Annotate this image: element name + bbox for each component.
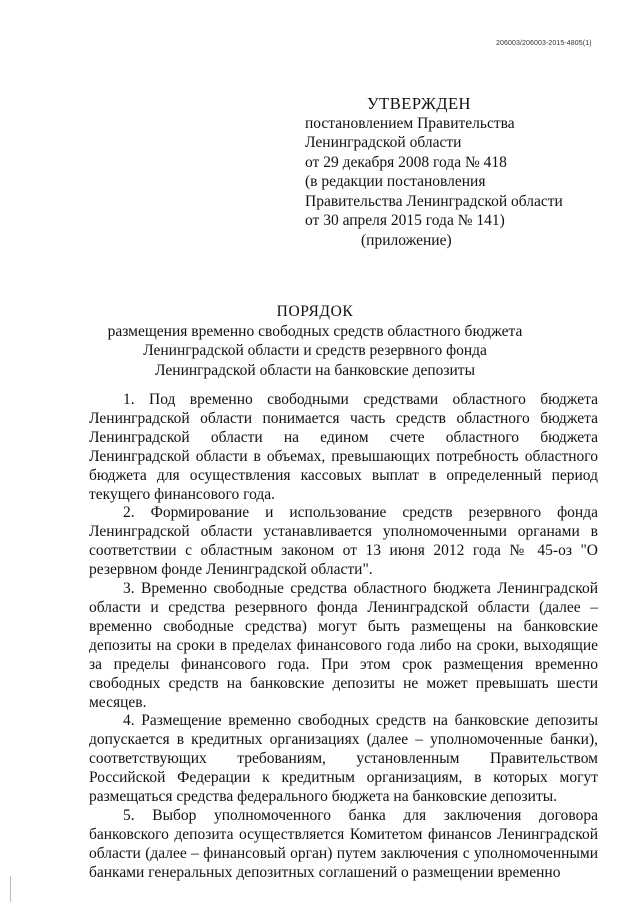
paragraph-1: 1. Под временно свободными средствами областного бюджета Ленинградской области понимается часть средств областного бюджета Ленинградской области на едином счете областного бюджета Ленинградской области в объемах, превышающих потребность областного бюджета для осуществления кассовых выплат в определенный период текущего финансового года. bbox=[89, 391, 598, 503]
title-heading: ПОРЯДОК bbox=[276, 303, 354, 320]
paragraph-3: 3. Временно свободные средства областного бюджета Ленинградской области и средства резервного фонда Ленинградской области (далее – временно свободные средства) могут быть размещены на банковские депозиты на сроки в пределах финансового года либо на сроки, выходящие за пределы финансового года. При этом срок размещения временно свободных средств на банковские депозиты не может превышать шести месяцев. bbox=[89, 580, 598, 711]
approval-line: (в редакции постановления bbox=[305, 173, 486, 190]
title-subtitle-line: Ленинградской области на банковские депозиты bbox=[155, 361, 475, 379]
paragraph-5: 5. Выбор уполномоченного банка для заключения договора банковского депозита осуществляется Комитетом финансов Ленинградской области (далее – финансовый орган) путем заключения с уполномоченными банками генеральных депозитных соглашений о размещении временно bbox=[89, 806, 598, 881]
approval-line: Ленинградской области bbox=[305, 134, 462, 151]
approval-line: постановлением Правительства bbox=[305, 114, 515, 132]
scan-edge-mark bbox=[10, 876, 17, 902]
approval-line: Правительства Ленинградской области bbox=[305, 192, 563, 210]
document-id: 206003/206003-2015-4805(1) bbox=[496, 40, 592, 47]
appendix-note: (приложение) bbox=[361, 231, 452, 249]
document-title bbox=[90, 302, 540, 380]
approval-block bbox=[305, 94, 563, 250]
paragraph-4: 4. Размещение временно свободных средств на банковские депозиты допускается в кредитных организациях (далее – уполномоченные банки), соответствующих требованиям, установленным Правительством Российской Федерации к кредитным организациям, в которых могут размещаться средства федерального бюджета на банковские депозиты. bbox=[89, 712, 598, 806]
approval-line: от 30 апреля 2015 года № 141) bbox=[305, 212, 505, 229]
title-subtitle-line: размещения временно свободных средств областного бюджета bbox=[107, 322, 523, 340]
approval-title: УТВЕРЖДЕН bbox=[367, 94, 471, 113]
title-subtitle-line: Ленинградской области и средств резервного фонда bbox=[143, 342, 487, 359]
approval-line: от 29 декабря 2008 года № 418 bbox=[305, 153, 507, 171]
paragraph-2: 2. Формирование и использование средств резервного фонда Ленинградской области устанавливается уполномоченными органами в соответствии с областным законом от 13 июня 2012 года № 45-оз "О резервном фонде Ленинградской области". bbox=[89, 504, 598, 579]
document-body bbox=[89, 391, 598, 883]
